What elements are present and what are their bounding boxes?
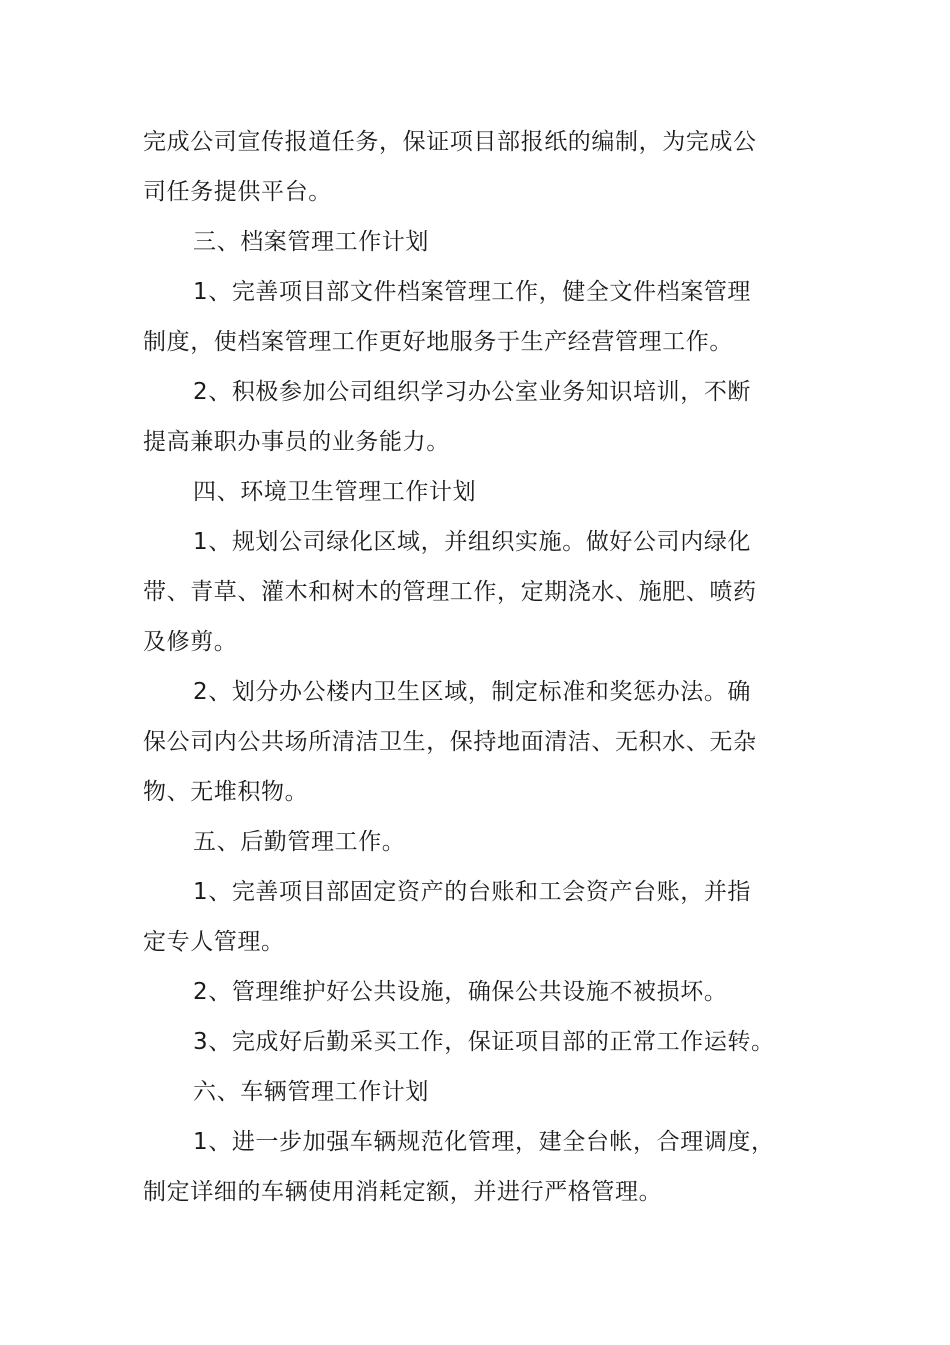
paragraph-line: 带、青草、灌木和树木的管理工作，定期浇水、施肥、喷药	[143, 579, 757, 605]
paragraph-line: 物、无堆积物。	[143, 779, 309, 805]
section-heading-logistics: 五、后勤管理工作。	[193, 829, 406, 855]
paragraph-line: 1、完善项目部固定资产的台账和工会资产台账，并指	[193, 879, 752, 905]
paragraph-line: 保公司内公共场所清洁卫生，保持地面清洁、无积水、无杂	[143, 729, 757, 755]
paragraph-line: 1、进一步加强车辆规范化管理，建全台帐，合理调度，	[193, 1129, 775, 1155]
paragraph-line: 1、规划公司绿化区域，并组织实施。做好公司内绿化	[193, 529, 752, 555]
paragraph-line: 提高兼职办事员的业务能力。	[143, 429, 450, 455]
paragraph-line: 2、管理维护好公共设施，确保公共设施不被损坏。	[193, 979, 728, 1005]
section-heading-vehicles: 六、车辆管理工作计划	[193, 1079, 429, 1105]
paragraph-line: 1、完善项目部文件档案管理工作，健全文件档案管理	[193, 279, 752, 305]
section-heading-environment: 四、环境卫生管理工作计划	[193, 479, 477, 505]
paragraph-line: 制度，使档案管理工作更好地服务于生产经营管理工作。	[143, 329, 733, 355]
paragraph-line: 及修剪。	[143, 629, 238, 655]
paragraph-line: 制定详细的车辆使用消耗定额，并进行严格管理。	[143, 1179, 663, 1205]
paragraph-line: 2、划分办公楼内卫生区域，制定标准和奖惩办法。确	[193, 679, 752, 705]
paragraph-line: 司任务提供平台。	[143, 179, 332, 205]
paragraph-line: 定专人管理。	[143, 929, 285, 955]
paragraph-line: 完成公司宣传报道任务，保证项目部报纸的编制，为完成公	[143, 129, 757, 155]
paragraph-line: 2、积极参加公司组织学习办公室业务知识培训，不断	[193, 379, 752, 405]
paragraph-line: 3、完成好后勤采买工作，保证项目部的正常工作运转。	[193, 1029, 775, 1055]
section-heading-archives: 三、档案管理工作计划	[193, 229, 429, 255]
